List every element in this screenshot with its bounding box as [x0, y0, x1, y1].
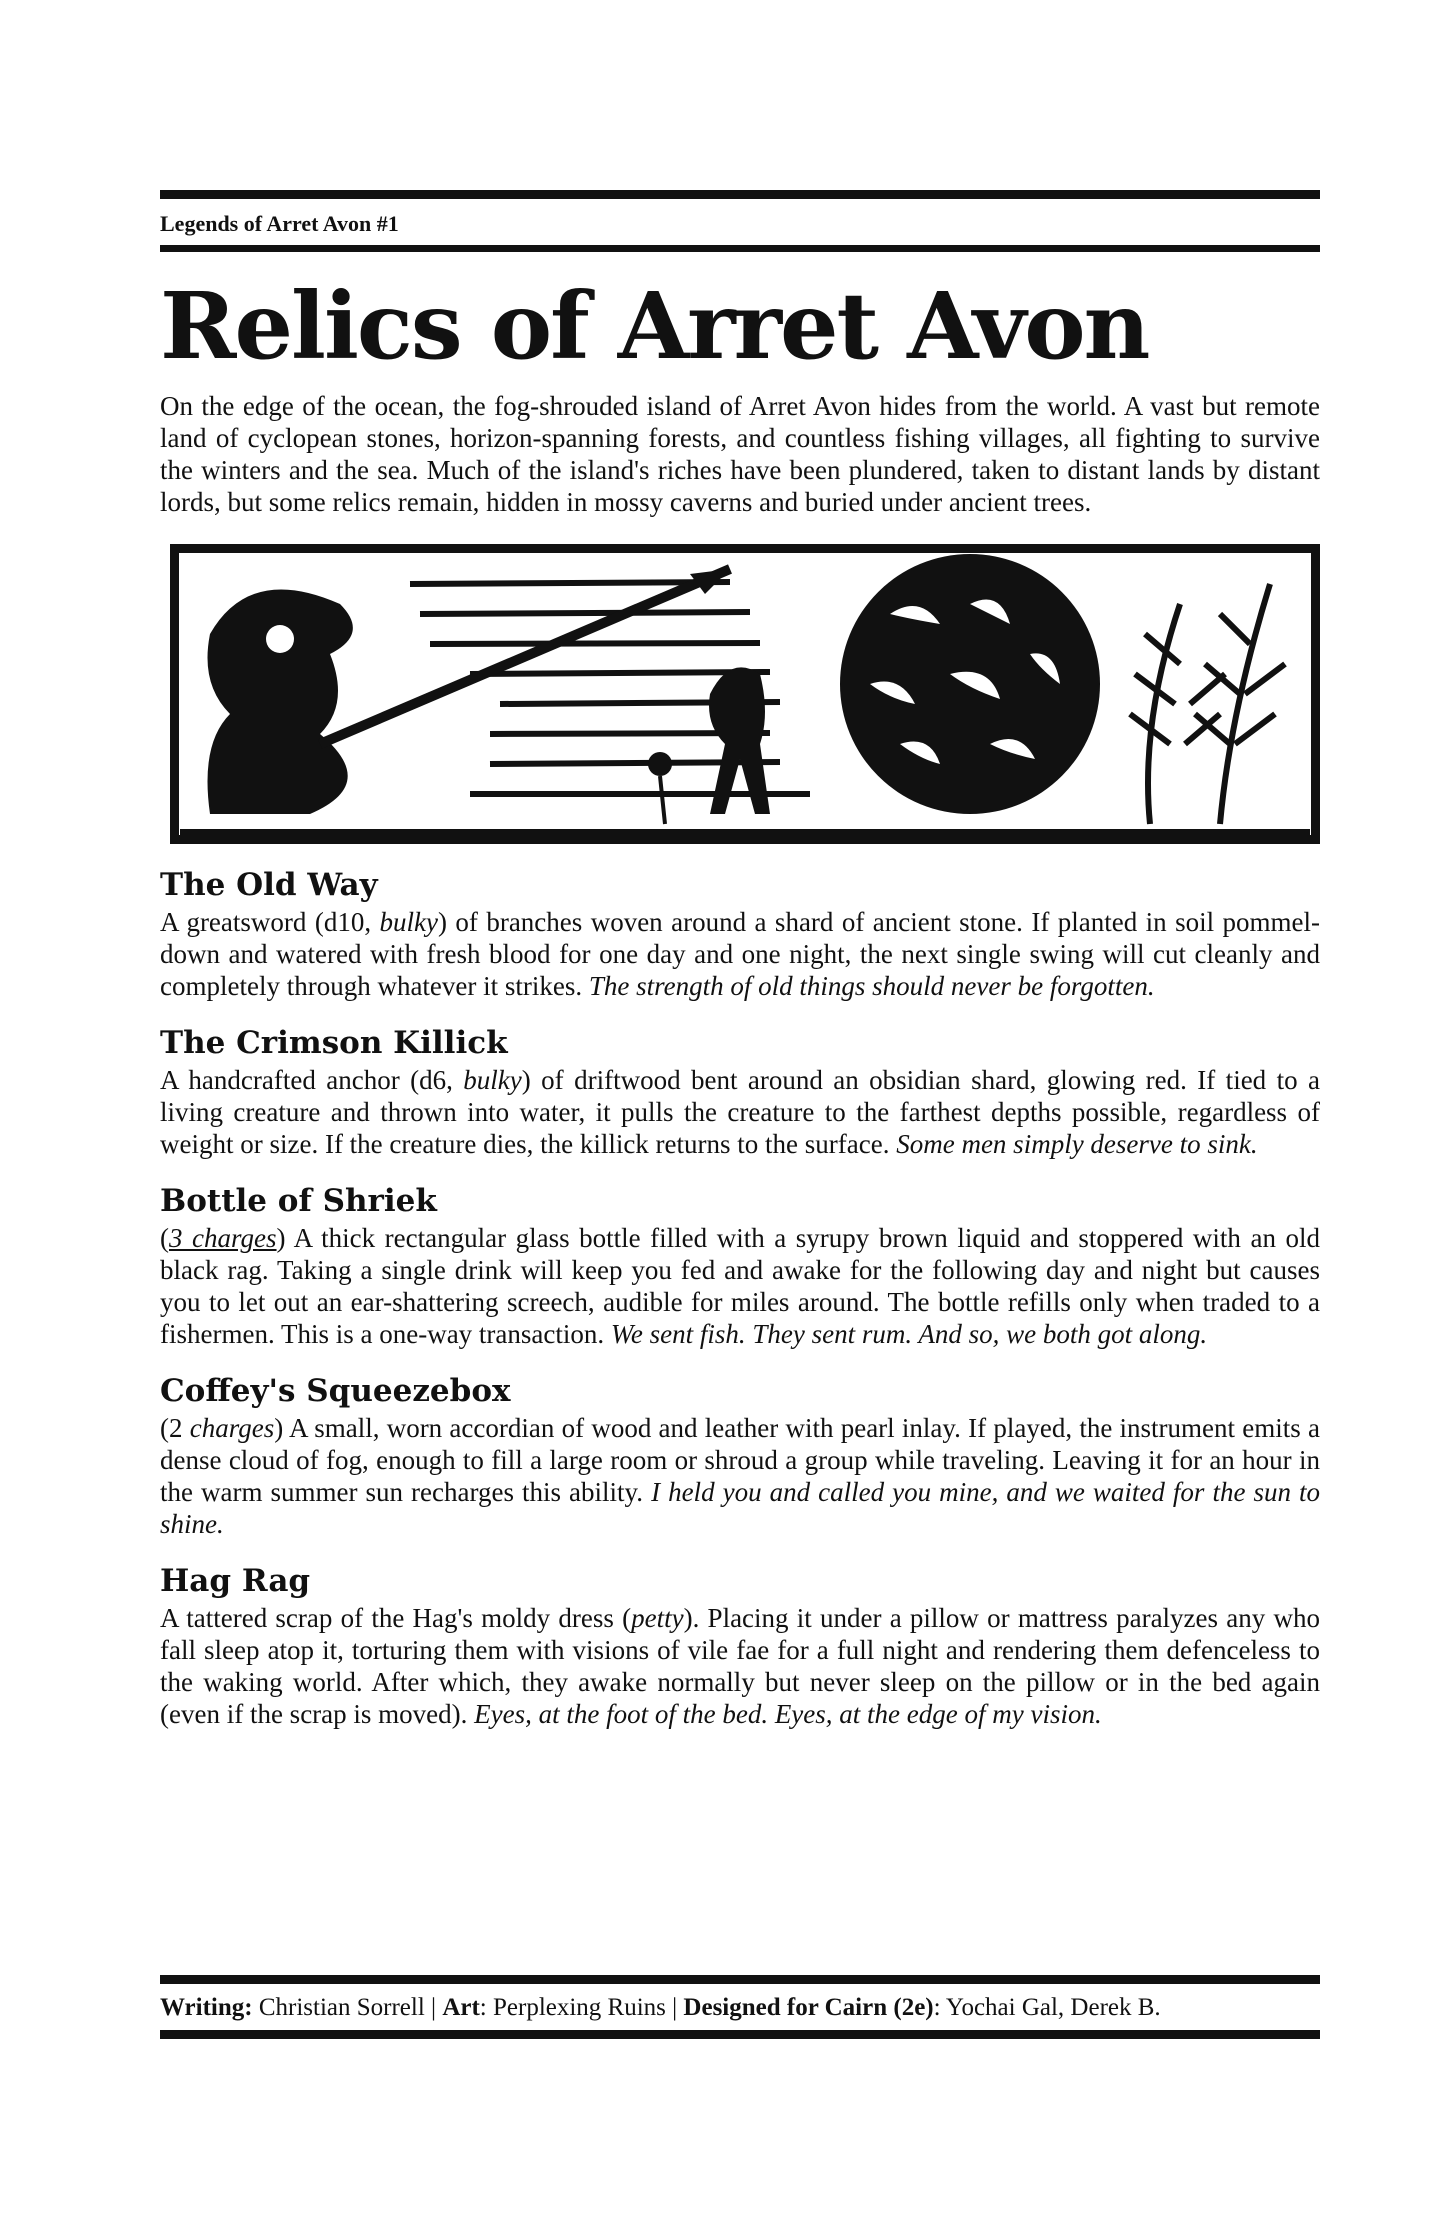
item-body: A handcrafted anchor (d6, bulky) of driftwood bent around an obsidian shard, glowing red. If tied to a living creature and thrown into water, it pulls the creature to the farthest depths possible, regardless of weight or size. If the creature dies, the killick returns to the surface. Some men simply deserve to sink.: [160, 1065, 1320, 1159]
footer: [160, 1975, 1320, 2039]
item-coffeys-squeezebox: [160, 1372, 1320, 1540]
footer-top-rule: [160, 1975, 1320, 1984]
item-flavor: We sent fish. They sent rum. And so, we both got along.: [610, 1319, 1208, 1349]
item-flavor: I held you and called you mine, and we waited for the sun to shine.: [160, 1477, 1321, 1539]
item-body: (3 charges) A thick rectangular glass bottle filled with a syrupy brown liquid and stoppered with an old black rag. Taking a single drink will keep you fed and awake for the following day and night but causes you to let out an ear-shattering screech, audible for miles around. The bottle refills only when traded to a fishermen. This is a one-way transaction. We sent fish. They sent rum. And so, we both got along.: [160, 1223, 1320, 1349]
item-body: (2 charges) A small, worn accordian of wood and leather with pearl inlay. If played, the instrument emits a dense cloud of fog, enough to fill a large room or shroud a group while traveling. Leaving it for an hour in the warm summer sun recharges this ability. I held you and called you mine, and we waited for the sun to shine.: [160, 1413, 1321, 1539]
item-title: Hag Rag: [160, 1563, 311, 1599]
series-rule: [160, 245, 1320, 252]
page-title: Relics of Arret Avon: [160, 272, 1149, 380]
item-flavor: Some men simply deserve to sink.: [896, 1129, 1258, 1159]
item-body: A tattered scrap of the Hag's moldy dress (petty). Placing it under a pillow or mattress paralyzes any who fall sleep atop it, torturing them with visions of vile fae for a full night and rendering them defenceless to the waking world. After which, they awake normally but never sleep on the pillow or in the bed again (even if the scrap is moved). Eyes, at the foot of the bed. Eyes, at the edge of my vision.: [160, 1603, 1320, 1729]
footer-bottom-rule: [160, 2030, 1320, 2039]
item-title: The Old Way: [160, 867, 378, 903]
woodcut-illustration-icon: [170, 544, 1320, 844]
item-bottle-of-shriek: [160, 1182, 1320, 1350]
item-hag-rag: [160, 1562, 1320, 1730]
item-title: Bottle of Shriek: [160, 1183, 437, 1219]
item-title: The Crimson Killick: [160, 1025, 508, 1061]
series-label: Legends of Arret Avon #1: [160, 211, 399, 236]
page: [160, 190, 1320, 1730]
item-flavor: Eyes, at the foot of the bed. Eyes, at the edge of my vision.: [474, 1699, 1102, 1729]
credits: Writing: Christian Sorrell | Art: Perplexing Ruins | Designed for Cairn (2e): Yochai Gal, Derek B.: [160, 1994, 1161, 2021]
item-old-way: [160, 866, 1320, 1002]
top-rule: [160, 190, 1320, 199]
intro-paragraph: On the edge of the ocean, the fog-shrouded island of Arret Avon hides from the world. A vast but remote land of cyclopean stones, horizon-spanning forests, and countless fishing villages, all fighting to survive the winters and the sea. Much of the island's riches have been plundered, taken to distant lands by distant lords, but some relics remain, hidden in mossy caverns and buried under ancient trees.: [160, 391, 1320, 517]
item-title: Coffey's Squeezebox: [160, 1373, 511, 1409]
item-body: A greatsword (d10, bulky) of branches woven around a shard of ancient stone. If planted in soil pommel-down and watered with fresh blood for one day and one night, the next single swing will cut cleanly and completely through whatever it strikes. The strength of old things should never be forgotten.: [160, 907, 1320, 1001]
item-flavor: The strength of old things should never be forgotten.: [588, 971, 1155, 1001]
item-crimson-killick: [160, 1024, 1320, 1160]
